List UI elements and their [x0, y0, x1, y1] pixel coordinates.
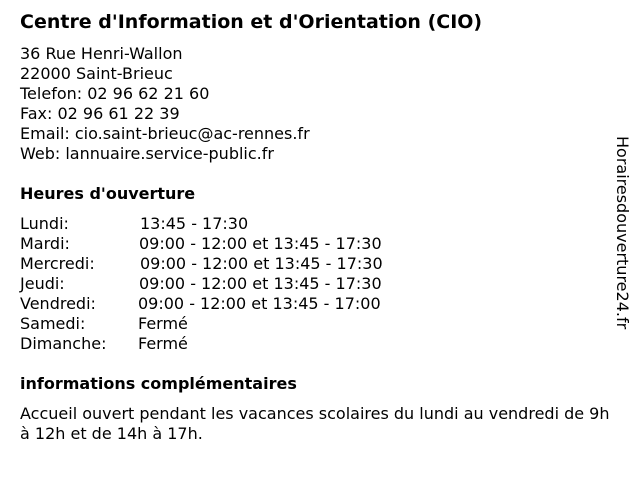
email-address: Email: cio.saint-brieuc@ac-rennes.fr: [20, 124, 310, 143]
watermark: [612, 136, 632, 376]
phone-number: Telefon: 02 96 62 21 60: [20, 84, 210, 103]
address-street: 36 Rue Henri-Wallon: [20, 44, 183, 63]
website: Web: lannuaire.service-public.fr: [20, 144, 274, 163]
info-heading: informations complémentaires: [20, 374, 297, 393]
contact-block: [20, 44, 310, 164]
hours-heading: Heures d'ouverture: [20, 184, 196, 203]
day-label: Lundi:: [20, 214, 69, 233]
time-value: Fermé: [138, 334, 188, 353]
time-value: 13:45 - 17:30: [140, 214, 249, 233]
time-value: 09:00 - 12:00 et 13:45 - 17:30: [140, 254, 383, 273]
fax-number: Fax: 02 96 61 22 39: [20, 104, 180, 123]
address-city: 22000 Saint-Brieuc: [20, 64, 173, 83]
time-value: 09:00 - 12:00 et 13:45 - 17:30: [139, 274, 382, 293]
time-value: Fermé: [138, 314, 188, 333]
watermark-text: Horairesdouverture24.fr: [613, 136, 632, 330]
day-label: Vendredi:: [20, 294, 96, 313]
time-value: 09:00 - 12:00 et 13:45 - 17:30: [139, 234, 382, 253]
time-value: 09:00 - 12:00 et 13:45 - 17:00: [138, 294, 381, 313]
page-title: Centre d'Information et d'Orientation (CIO): [20, 11, 483, 33]
day-label: Samedi:: [20, 314, 86, 333]
day-label: Mercredi:: [20, 254, 95, 273]
day-label: Jeudi:: [20, 274, 65, 293]
day-label: Mardi:: [20, 234, 70, 253]
info-text: Accueil ouvert pendant les vacances scolaires du lundi au vendredi de 9h à 12h et de 14h à 17h.: [20, 404, 610, 443]
day-label: Dimanche:: [20, 334, 107, 353]
